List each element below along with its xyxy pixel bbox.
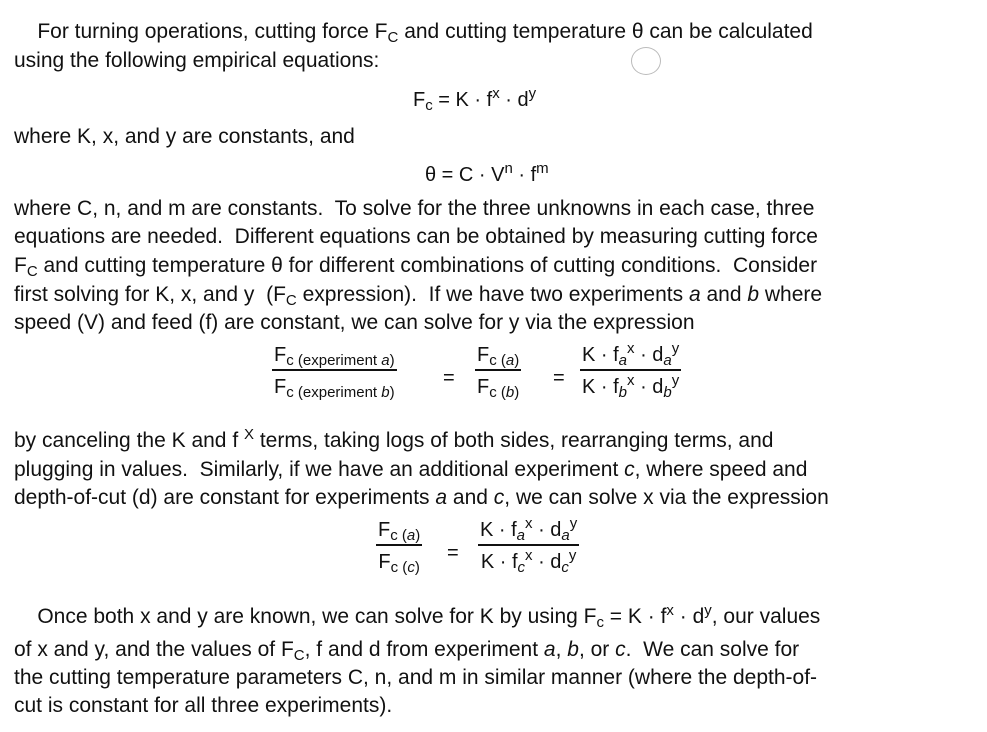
- text-line: [14, 224, 818, 250]
- text-segment: and cutting temperature θ can be calculated: [398, 20, 813, 43]
- text-segment: first solving for K, x, and y (F: [14, 283, 286, 306]
- text-line: [14, 310, 695, 336]
- equation-cutting-force: $F_c = K \cdot f^x \cdot d^y$: [413, 85, 537, 114]
- text-segment: expression). If we have two experiments: [296, 283, 689, 306]
- text-segment: c: [596, 614, 604, 631]
- text-segment: a: [543, 638, 556, 661]
- text-segment: by canceling the K and f: [14, 429, 244, 452]
- text-segment: where C, n, and m are constants. To solve for the three unknowns in each case, three: [14, 197, 815, 220]
- text-segment: and: [447, 486, 494, 509]
- text-segment: a: [688, 283, 701, 306]
- text-segment: using the following empirical equations:: [14, 49, 380, 72]
- text-line: [14, 253, 817, 279]
- document-page: For turning operations, cutting force $F_C$ and cutting temperature θ can be calculated using the following empirical equations: where K, x, and y are constants, and where C, n, and m are constants. To solve for the three unknowns in each case, three equations are needed. Different equations can be obtained by measuring cutting force $F_C$ and cutting temperature θ for different combinations of cutting conditions. Consider first solving for K, x, and y ($F_C$ expression). If we have two experiments a and b where speed (V) and feed (f) are constant, we can solve for y via the expression by canceling the K and f $^X$ terms, taking logs of both sides, rearranging terms, and plugging in values. Similarly, if we have an additional experiment c, where speed and depth-of-cut (d) are constant for experiments a and c, we can solve x via the expression Once both x and y are known, we can solve for K by using $F_c = K \cdot f^x \cdot d^y$, our values of x and y, and the values of $F_C$, f and d from experiment a, b, or c. We can solve for the cutting temperature parameters C, n, and m in similar manner (where the depth-of- cut is constant for all three experiments). $F_c = K \cdot f^x \cdot d^y$ $\theta = C \cdot V^n \cdot f^m$ $F_{c (experiment a)}$ $F_{c (experiment b)}$ = $\frac{F_{c (a)}}{F_{c (b)}}$ = $K \cdot f_a^x \cdot d_a^y$ $K \cdot f_b^x \cdot d_b^y$ $\frac{F_{c (a)}}{F_{c (c)}}$ = $K \cdot f_a^x \cdot d_a^y$ $K \cdot f_c^x \cdot d_c^y$: [0, 0, 987, 732]
- text-segment: c: [624, 458, 635, 481]
- text-segment: F: [14, 254, 27, 277]
- text-segment: equations are needed. Different equations can be obtained by measuring cutting force: [14, 225, 818, 248]
- text-segment: of x and y, and the values of F: [14, 638, 294, 661]
- text-segment: a: [435, 486, 448, 509]
- text-segment: . We can solve for: [625, 638, 800, 661]
- text-segment: C: [26, 263, 38, 280]
- text-segment: plugging in values. Similarly, if we have an additional experiment: [14, 458, 625, 481]
- text-segment: where: [759, 283, 823, 306]
- text-segment: c: [493, 486, 505, 509]
- text-line: [14, 637, 799, 663]
- text-segment: C: [293, 647, 305, 664]
- text-segment: C: [387, 29, 399, 46]
- text-segment: terms, taking logs of both sides, rearranging terms, and: [254, 429, 774, 452]
- text-line: [14, 665, 817, 691]
- text-segment: where K, x, and y are constants, and: [14, 125, 355, 148]
- text-line: [14, 196, 814, 222]
- text-segment: y: [704, 602, 712, 619]
- text-segment: · d: [673, 605, 705, 628]
- text-line: [14, 48, 379, 74]
- text-segment: , f and d from experiment: [304, 638, 544, 661]
- text-segment: , we can solve x via the expression: [504, 486, 829, 509]
- text-segment: ,: [555, 638, 568, 661]
- text-segment: the cutting temperature parameters C, n, and m in similar manner (where the depth-of-: [14, 666, 818, 689]
- text-line: [14, 604, 820, 630]
- cursor-ring-icon: [631, 47, 661, 75]
- text-segment: , where speed and: [634, 458, 808, 481]
- text-segment: , or: [578, 638, 616, 661]
- text-line: [14, 457, 807, 483]
- text-line: [14, 428, 773, 454]
- text-segment: c: [615, 638, 626, 661]
- text-segment: b: [567, 638, 579, 661]
- text-line: [14, 693, 392, 719]
- text-segment: b: [747, 283, 760, 306]
- text-segment: speed (V) and feed (f) are constant, we can solve for y via the expression: [14, 311, 695, 334]
- text-line: [14, 19, 813, 45]
- equation-cutting-temperature: $\theta = C \cdot V^n \cdot f^m$: [425, 160, 549, 186]
- text-segment: cut is constant for all three experiments).: [14, 694, 393, 717]
- text-segment: For turning operations, cutting force F: [14, 20, 388, 43]
- text-segment: C: [285, 292, 297, 309]
- text-segment: X: [244, 426, 255, 443]
- text-segment: x: [666, 602, 674, 619]
- text-segment: and cutting temperature θ for different combinations of cutting conditions. Consider: [37, 254, 818, 277]
- text-line: [14, 124, 355, 150]
- text-segment: and: [700, 283, 748, 306]
- text-segment: , our values: [711, 605, 821, 628]
- text-line: [14, 485, 829, 511]
- text-segment: depth-of-cut (d) are constant for experiments: [14, 486, 436, 509]
- text-line: [14, 282, 822, 308]
- text-segment: = K · f: [603, 605, 667, 628]
- text-segment: Once both x and y are known, we can solve for K by using F: [14, 605, 597, 628]
